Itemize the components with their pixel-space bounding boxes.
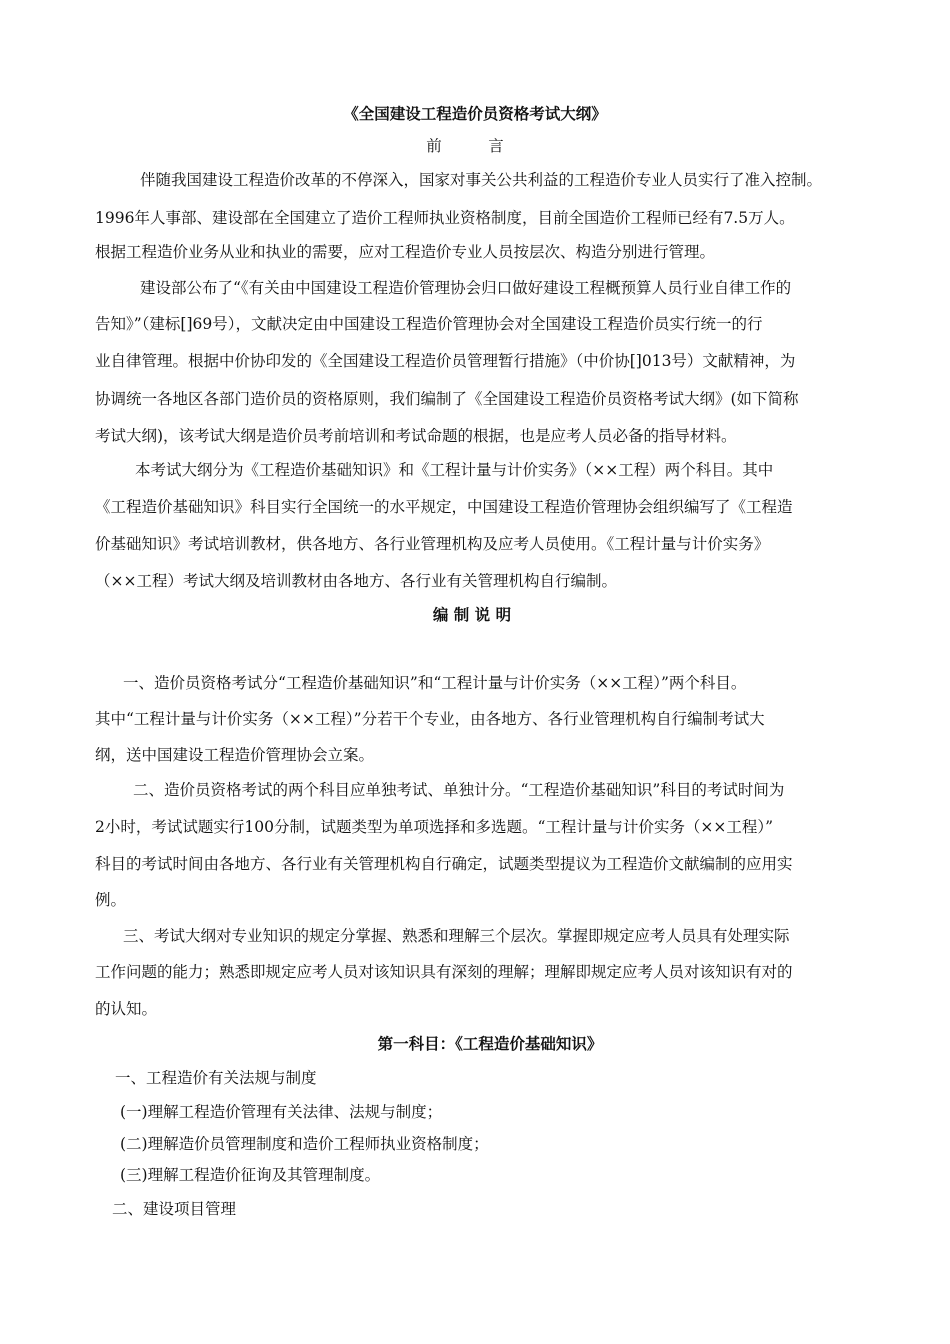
outline-section-1: 一、工程造价有关法规与制度 [115,1069,317,1087]
preface-p3-line4: （××工程）考试大纲及培训教材由各地方、各行业有关管理机构自行编制。 [95,572,617,590]
preface-p2-line5: 考试大纲)，该考试大纲是造价员考前培训和考试命题的根据，也是应考人员必备的指导材料。 [95,427,737,445]
preface-p3-line3: 价基础知识》考试培训教材，供各地方、各行业管理机构及应考人员使用。《工程计量与计价实务》 [95,535,770,553]
preface-p1-line2: 1996年人事部、建设部在全国建立了造价工程师执业资格制度，目前全国造价工程师已经有7.5万人。 [95,209,795,227]
subject1-heading: 第一科目：《工程造价基础知识》 [377,1034,603,1053]
note3-line1: 三、考试大纲对专业知识的规定分掌握、熟悉和理解三个层次。掌握即规定应考人员具有处理实际 [123,927,790,945]
note1-line2: 其中“工程计量与计价实务（××工程）”分若干个专业，由各地方、各行业管理机构自行编制考试大 [95,710,765,728]
preface-p3-line1: 本考试大纲分为《工程造价基础知识》和《工程计量与计价实务》（××工程）两个科目。其中 [135,461,774,479]
notes-heading: 编 制 说 明 [432,605,512,624]
note3-line3: 的认知。 [95,1000,158,1018]
preface-p3-line2: 《工程造价基础知识》科目实行全国统一的水平规定，中国建设工程造价管理协会组织编写了《工程造 [95,498,793,516]
preface-p2-line1: 建设部公布了“《有关由中国建设工程造价管理协会归口做好建设工程概预算人员行业自律工作的 [140,279,792,297]
document-title: 《全国建设工程造价员资格考试大纲》 [343,104,607,123]
preface-p2-line3: 业自律管理。根据中价协印发的《全国建设工程造价员管理暂行措施》（中价协[]013号）文献精神，为 [95,352,796,370]
preface-p1-line1: 伴随我国建设工程造价改革的不停深入，国家对事关公共利益的工程造价专业人员实行了准入控制。 [140,171,823,189]
preface-p1-line3: 根据工程造价业务从业和执业的需要，应对工程造价专业人员按层次、构造分别进行管理。 [95,243,716,261]
preface-heading: 前 言 [426,137,504,155]
outline-section-2: 二、建设项目管理 [112,1200,237,1218]
note2-line4: 例。 [95,891,127,909]
outline-item-1-2: (二)理解造价员管理制度和造价工程师执业资格制度； [120,1135,489,1153]
note1-line3: 纲，送中国建设工程造价管理协会立案。 [95,746,375,764]
note3-line2: 工作问题的能力；熟悉即规定应考人员对该知识具有深刻的理解；理解即规定应考人员对该知识有对的 [95,963,793,981]
note2-line1: 二、造价员资格考试的两个科目应单独考试、单独计分。“工程造价基础知识”科目的考试时间为 [133,781,785,799]
note1-line1: 一、造价员资格考试分“工程造价基础知识”和“工程计量与计价实务（××工程）”两个科目。 [123,674,747,692]
outline-item-1-1: (一)理解工程造价管理有关法律、法规与制度； [120,1103,443,1121]
note2-line2: 2小时，考试试题实行100分制，试题类型为单项选择和多选题。“工程计量与计价实务（××工程）” [95,818,774,836]
preface-p2-line4: 协调统一各地区各部门造价员的资格原则，我们编制了《全国建设工程造价员资格考试大纲》(如下简称 [95,390,799,408]
note2-line3: 科目的考试时间由各地方、各行业有关管理机构自行确定，试题类型提议为工程造价文献编制的应用实 [95,855,793,873]
preface-p2-line2: 告知》”（建标[]69号），文献决定由中国建设工程造价管理协会对全国建设工程造价员实行统一的行 [95,315,763,333]
outline-item-1-3: (三)理解工程造价征询及其管理制度。 [120,1166,381,1184]
